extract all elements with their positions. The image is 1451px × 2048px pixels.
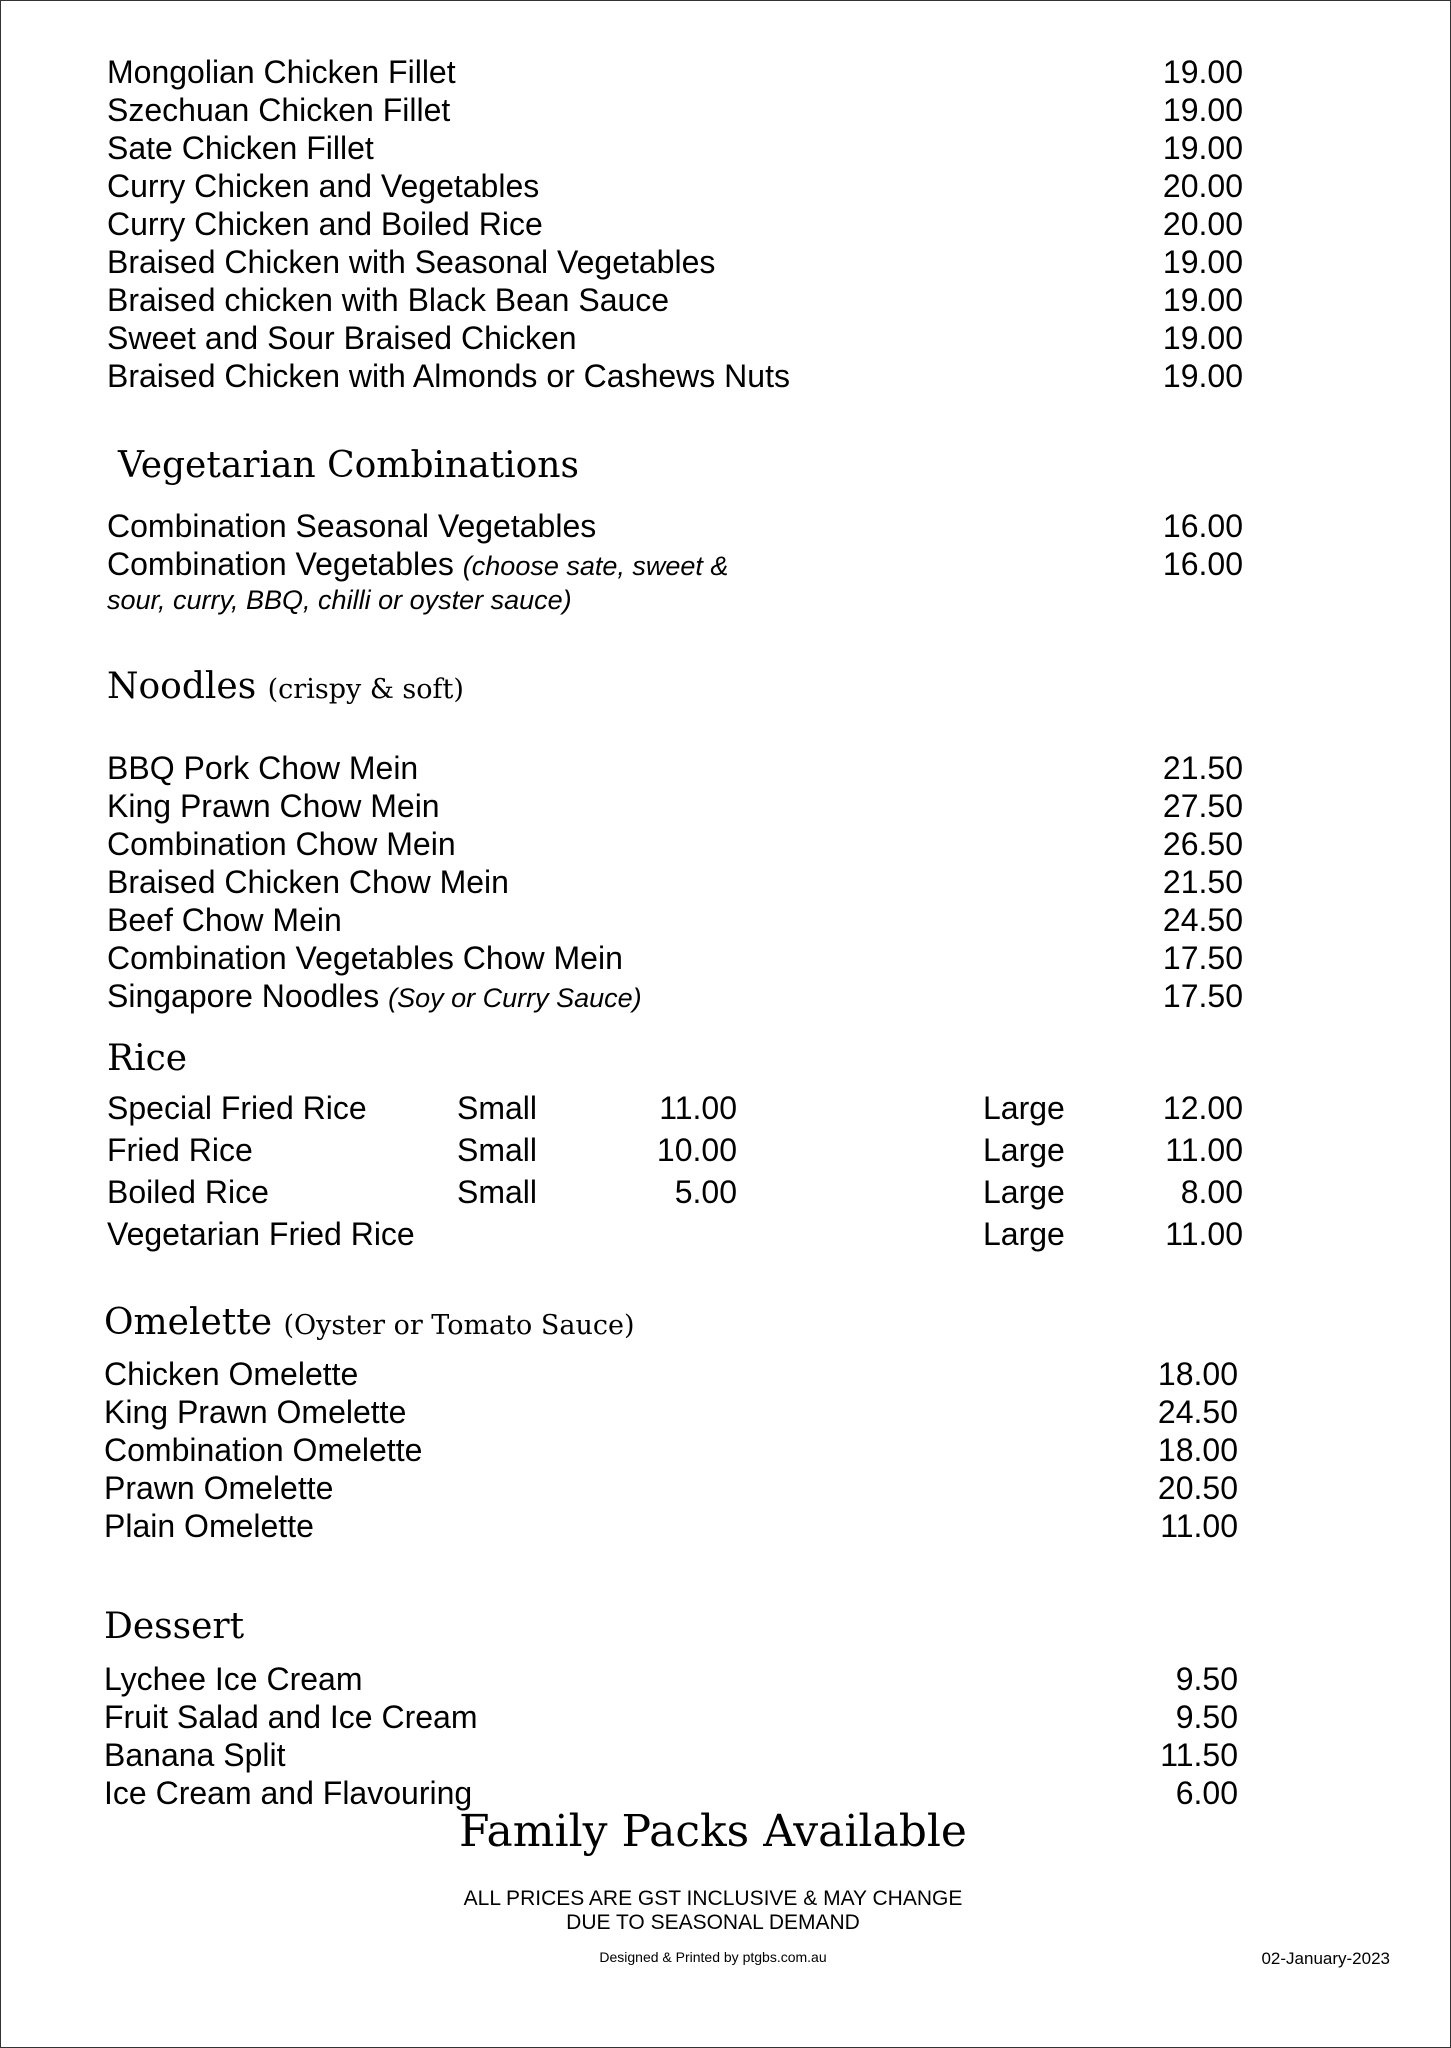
item-name: Curry Chicken and Boiled Rice <box>107 206 543 242</box>
item-name: BBQ Pork Chow Mein <box>107 750 419 786</box>
section-subtitle: (crispy & soft) <box>267 674 464 705</box>
item-price: 11.00 <box>1160 1508 1238 1544</box>
menu-item <box>107 129 1243 167</box>
rice-row <box>107 1173 1243 1211</box>
item-price: 19.00 <box>1162 358 1243 394</box>
item-name: Braised Chicken Chow Mein <box>107 864 509 900</box>
item-price: 19.00 <box>1162 92 1243 128</box>
item-name: Boiled Rice <box>107 1174 269 1210</box>
item-price: 19.00 <box>1162 244 1243 280</box>
item-price: 18.00 <box>1157 1432 1238 1468</box>
section-title: Noodles <box>107 666 257 707</box>
item-name: Beef Chow Mein <box>107 902 342 938</box>
item-note: (Soy or Curry Sauce) <box>388 983 642 1013</box>
menu-item <box>107 507 1243 545</box>
menu-item <box>104 1469 1238 1507</box>
large-price: 8.00 <box>1180 1174 1243 1210</box>
menu-item <box>107 205 1243 243</box>
small-price: 10.00 <box>656 1132 737 1168</box>
item-price: 17.50 <box>1162 978 1243 1014</box>
item-name: Braised Chicken with Almonds or Cashews Nuts <box>107 358 790 394</box>
menu-item <box>107 825 1243 863</box>
item-name: Banana Split <box>104 1737 286 1773</box>
menu-item <box>104 1431 1238 1469</box>
large-label: Large <box>983 1132 1065 1168</box>
menu-item <box>104 1507 1238 1545</box>
menu-item <box>104 1736 1238 1774</box>
section-title: Dessert <box>104 1606 245 1647</box>
menu-item <box>107 787 1243 825</box>
menu-date: 02-January-2023 <box>1261 1949 1390 1968</box>
item-name: Mongolian Chicken Fillet <box>107 54 456 90</box>
small-label: Small <box>457 1174 538 1210</box>
item-note: (choose sate, sweet & <box>462 551 729 581</box>
item-price: 20.50 <box>1157 1470 1238 1506</box>
item-name: Plain Omelette <box>104 1508 314 1544</box>
item-price: 19.00 <box>1162 320 1243 356</box>
item-price: 19.00 <box>1162 54 1243 90</box>
item-price: 20.00 <box>1162 206 1243 242</box>
item-name: Fried Rice <box>107 1132 253 1168</box>
rice-section <box>107 1089 1243 1259</box>
item-name: Combination Omelette <box>104 1432 423 1468</box>
designer-credit: Designed & Printed by ptgbs.com.au <box>599 1949 827 1965</box>
small-price: 11.00 <box>659 1090 737 1126</box>
menu-item <box>107 281 1243 319</box>
item-name: King Prawn Chow Mein <box>107 788 440 824</box>
noodles-heading <box>107 665 464 712</box>
menu-item <box>107 863 1243 901</box>
omelette-heading <box>104 1301 634 1348</box>
item-price: 16.00 <box>1162 508 1243 544</box>
menu-item <box>107 91 1243 129</box>
small-label: Small <box>457 1132 538 1168</box>
item-name: Szechuan Chicken Fillet <box>107 92 451 128</box>
item-name: Braised Chicken with Seasonal Vegetables <box>107 244 716 280</box>
family-packs-banner: Family Packs Available <box>459 1806 967 1857</box>
item-price: 21.50 <box>1162 864 1243 900</box>
item-price: 17.50 <box>1162 940 1243 976</box>
rice-row <box>107 1131 1243 1169</box>
large-price: 11.00 <box>1165 1132 1243 1168</box>
item-price: 9.50 <box>1175 1661 1238 1697</box>
section-title: Rice <box>107 1038 188 1079</box>
item-name: Curry Chicken and Vegetables <box>107 168 540 204</box>
item-name: Vegetarian Fried Rice <box>107 1216 415 1252</box>
item-price: 26.50 <box>1162 826 1243 862</box>
item-name: Lychee Ice Cream <box>104 1661 363 1697</box>
item-price: 9.50 <box>1175 1699 1238 1735</box>
dessert-heading <box>104 1605 244 1649</box>
section-subtitle: (Oyster or Tomato Sauce) <box>283 1310 635 1341</box>
item-price: 24.50 <box>1162 902 1243 938</box>
menu-item <box>107 939 1243 977</box>
gst-notice-line1: ALL PRICES ARE GST INCLUSIVE & MAY CHANGE <box>463 1887 963 1910</box>
large-label: Large <box>983 1090 1065 1126</box>
item-price: 19.00 <box>1162 282 1243 318</box>
item-name: Prawn Omelette <box>104 1470 334 1506</box>
item-name: Sweet and Sour Braised Chicken <box>107 320 577 356</box>
menu-item <box>107 749 1243 787</box>
small-price: 5.00 <box>674 1174 737 1210</box>
rice-heading <box>107 1037 187 1081</box>
item-name: Braised chicken with Black Bean Sauce <box>107 282 670 318</box>
dessert-section <box>104 1660 1238 1816</box>
vegetarian-heading <box>118 444 579 488</box>
menu-item <box>104 1698 1238 1736</box>
menu-item <box>107 977 1243 1015</box>
menu-item <box>107 545 1243 583</box>
menu-item <box>107 319 1243 357</box>
item-price: 16.00 <box>1162 546 1243 582</box>
item-price: 18.00 <box>1157 1356 1238 1392</box>
item-name: Chicken Omelette <box>104 1356 359 1392</box>
section-title: Vegetarian Combinations <box>118 445 579 486</box>
large-label: Large <box>983 1174 1065 1210</box>
rice-row <box>107 1215 1243 1253</box>
menu-item <box>107 167 1243 205</box>
large-label: Large <box>983 1216 1065 1252</box>
item-name: Singapore Noodles <box>107 978 380 1014</box>
item-note-continued: sour, curry, BBQ, chilli or oyster sauce) <box>107 585 572 615</box>
item-name: Combination Seasonal Vegetables <box>107 508 597 544</box>
chicken-section <box>107 53 1243 399</box>
menu-item <box>104 1393 1238 1431</box>
section-title: Omelette <box>104 1302 273 1343</box>
menu-item <box>107 901 1243 939</box>
menu-item <box>104 1660 1238 1698</box>
menu-item <box>107 357 1243 395</box>
omelette-section <box>104 1355 1238 1549</box>
large-price: 12.00 <box>1162 1090 1243 1126</box>
item-price: 24.50 <box>1157 1394 1238 1430</box>
item-price: 20.00 <box>1162 168 1243 204</box>
rice-row <box>107 1089 1243 1127</box>
item-name: King Prawn Omelette <box>104 1394 407 1430</box>
menu-item <box>104 1355 1238 1393</box>
vegetarian-section <box>107 507 1243 617</box>
menu-item <box>107 243 1243 281</box>
item-price: 19.00 <box>1162 130 1243 166</box>
gst-notice-line2: DUE TO SEASONAL DEMAND <box>566 1911 860 1934</box>
item-price: 21.50 <box>1162 750 1243 786</box>
item-name: Special Fried Rice <box>107 1090 367 1126</box>
item-name: Sate Chicken Fillet <box>107 130 374 166</box>
small-label: Small <box>457 1090 538 1126</box>
noodles-section <box>107 749 1243 1019</box>
item-price: 27.50 <box>1162 788 1243 824</box>
item-name: Combination Vegetables <box>107 546 454 582</box>
item-name: Combination Chow Mein <box>107 826 456 862</box>
item-name: Combination Vegetables Chow Mein <box>107 940 623 976</box>
item-price: 11.50 <box>1160 1737 1238 1773</box>
item-price: 6.00 <box>1175 1775 1238 1811</box>
menu-item <box>107 53 1243 91</box>
large-price: 11.00 <box>1165 1216 1243 1252</box>
item-name: Fruit Salad and Ice Cream <box>104 1699 478 1735</box>
item-name: Ice Cream and Flavouring <box>104 1775 473 1811</box>
